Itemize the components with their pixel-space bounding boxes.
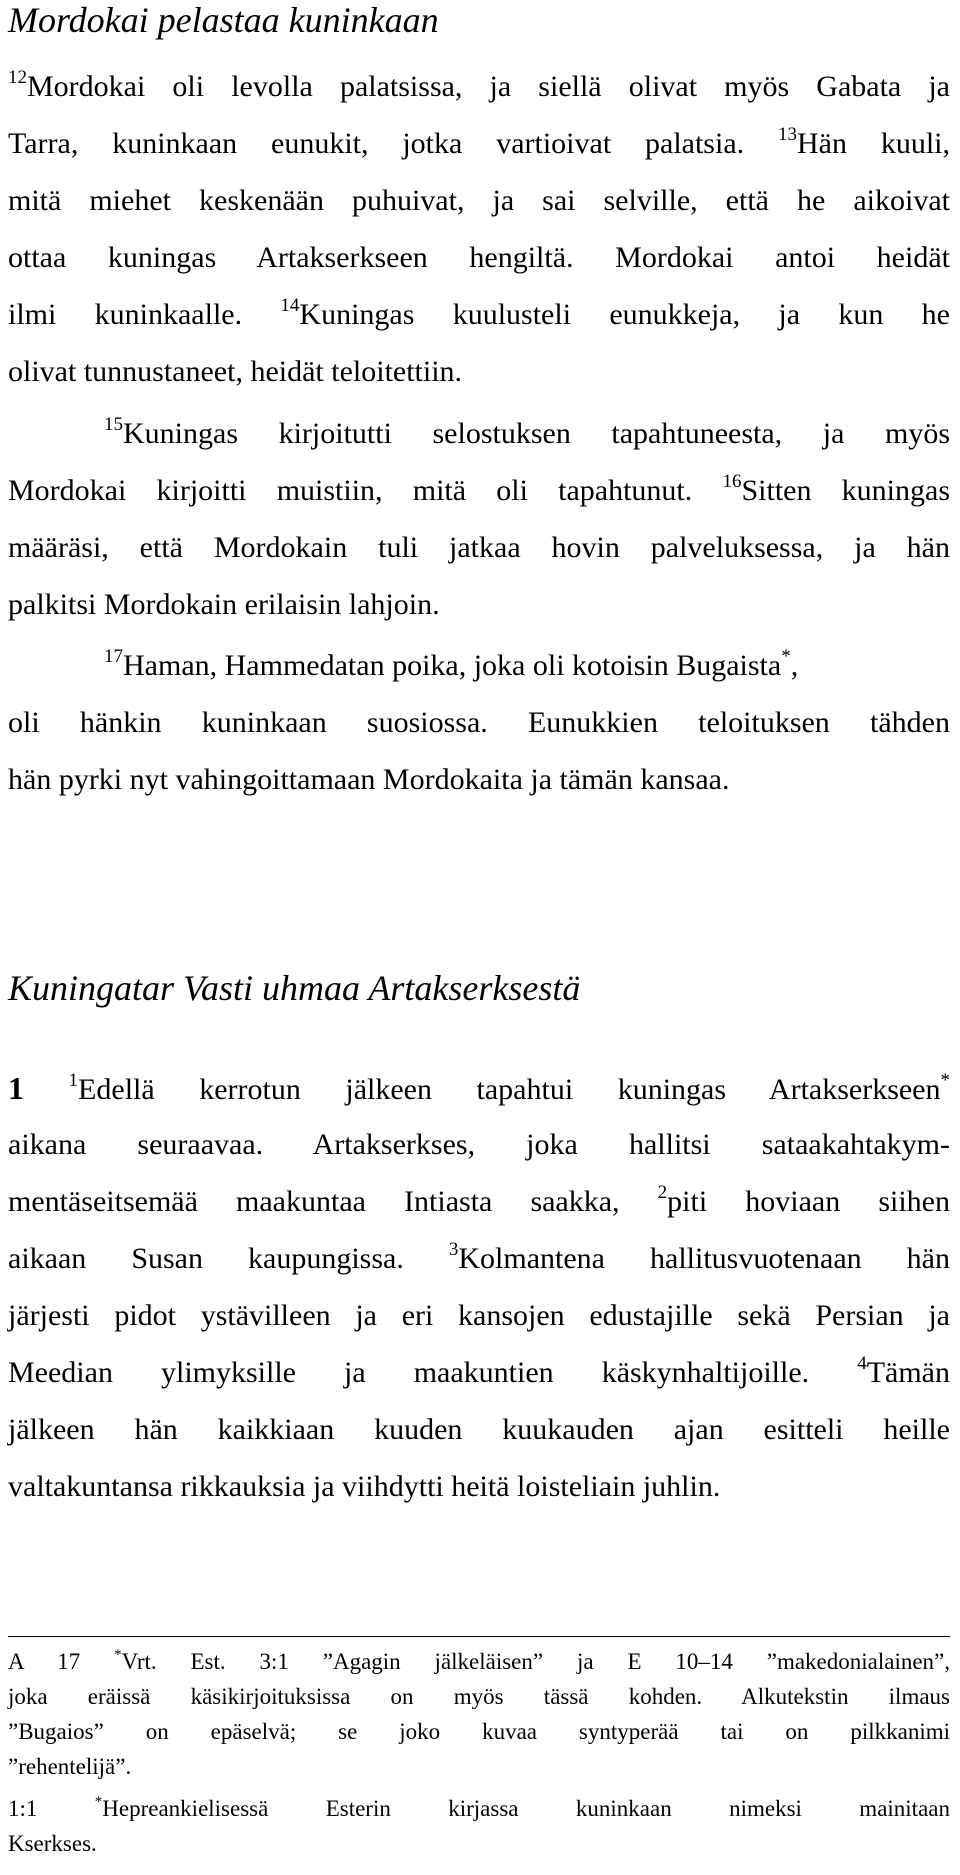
line-text: Kuningas kirjoitutti selostuksen tapahtuneesta, ja myös [123, 417, 950, 450]
footnote-marker: * [940, 1070, 950, 1091]
verse-number: 17 [104, 646, 123, 667]
text-line [8, 1070, 950, 1106]
section-heading: Kuningatar Vasti uhmaa Artakserksestä [8, 968, 581, 1008]
text-line [8, 240, 950, 276]
footnote-text: ”rehentelijä”. [8, 1754, 132, 1779]
footnote-line [8, 1683, 950, 1711]
text-line [8, 1298, 950, 1334]
footnote-ref: A 17 [8, 1649, 115, 1674]
line-text: valtakuntansa rikkauksia ja viihdytti heitä loisteliain juhlin. [8, 1470, 721, 1503]
footnote-line [8, 1795, 950, 1823]
line-text: Sitten kuningas [741, 474, 950, 507]
verse-number: 4 [857, 1353, 867, 1374]
text-line [8, 69, 950, 105]
line-text: olivat tunnustaneet, heidät teloitettiin. [8, 355, 463, 388]
verse-number: 13 [777, 124, 797, 145]
text-line [8, 530, 950, 566]
footnote-marker: * [114, 1647, 122, 1664]
text-line [8, 1127, 950, 1163]
text-line [8, 1469, 950, 1505]
section-heading: Mordokai pelastaa kuninkaan [8, 0, 439, 40]
chapter-number: 1 [8, 1070, 24, 1106]
text-line [8, 354, 950, 390]
text-line [8, 126, 950, 162]
text-line [8, 1184, 950, 1220]
verse-number: 15 [104, 414, 123, 435]
line-text: oli hänkin kuninkaan suosiossa. Eunukkien teloituksen tähden [8, 706, 950, 739]
footnote-marker: * [94, 1794, 103, 1811]
verse-number: 12 [8, 67, 27, 88]
verse-number: 2 [657, 1182, 668, 1203]
verse-number: 16 [722, 471, 742, 492]
line-text: ottaa kuningas Artakserkseen hengiltä. Mordokai antoi heidät [8, 241, 950, 274]
footnote-line [8, 1830, 950, 1858]
line-text: Kolmantena hallitusvuotenaan hän [458, 1242, 950, 1275]
line-text: mentäseitsemää maakuntaa Intiasta saakka, [8, 1185, 658, 1218]
footnote-divider [8, 1636, 950, 1637]
verse-number: 1 [68, 1070, 79, 1091]
line-text: Hän kuuli, [796, 127, 950, 160]
verse-number: 14 [280, 295, 300, 316]
footnote-line [8, 1718, 950, 1746]
text-line [8, 183, 950, 219]
line-text: Haman, Hammedatan poika, joka oli kotoisin Bugaista [123, 649, 782, 682]
verse-number: 3 [448, 1239, 459, 1260]
footnote-line [8, 1753, 950, 1781]
text-line [104, 416, 950, 452]
line-text: ilmi kuninkaalle. [8, 298, 281, 331]
footnote-ref: 1:1 [8, 1796, 95, 1821]
text-line [8, 1241, 950, 1277]
footnote-marker: * [781, 646, 791, 667]
text-line [8, 587, 950, 623]
footnote-line [8, 1648, 950, 1676]
line-text: palkitsi Mordokain erilaisin lahjoin. [8, 588, 440, 621]
line-text: jälkeen hän kaikkiaan kuuden kuukauden ajan esitteli heille [8, 1413, 950, 1446]
footnote-text: ”Bugaios” on epäselvä; se joko kuvaa syntyperää tai on pilkkanimi [8, 1719, 950, 1744]
text-line [8, 705, 950, 741]
line-text: piti hoviaan siihen [667, 1185, 950, 1218]
text-line [8, 473, 950, 509]
line-text: määräsi, että Mordokain tuli jatkaa hovin palveluksessa, ja hän [8, 531, 950, 564]
footnote-text: Kserkses. [8, 1831, 97, 1856]
line-text: Meedian ylimyksille ja maakuntien käskynhaltijoille. [8, 1356, 858, 1389]
text-line [8, 762, 950, 798]
line-text: , [790, 649, 799, 682]
line-text: Tämän [866, 1356, 950, 1389]
text-line [8, 1355, 950, 1391]
line-text: järjesti pidot ystävilleen ja eri kansojen edustajille sekä Persian ja [8, 1299, 950, 1332]
text-line [8, 297, 950, 333]
line-text: mitä miehet keskenään puhuivat, ja sai selville, että he aikoivat [8, 184, 950, 217]
line-text: aikana seuraavaa. Artakserkses, joka hallitsi sataakahtakym- [8, 1128, 950, 1161]
line-text: aikaan Susan kaupungissa. [8, 1242, 449, 1275]
text-line [104, 648, 950, 684]
line-text: Edellä kerrotun jälkeen tapahtui kuningas Artakserkseen [78, 1073, 941, 1106]
text-line [8, 1412, 950, 1448]
line-text: Mordokai kirjoitti muistiin, mitä oli tapahtunut. [8, 474, 723, 507]
footnote-text: Vrt. Est. 3:1 ”Agagin jälkeläisen” ja E 10–14 ”makedonialainen”, [121, 1649, 951, 1674]
line-text: Kuningas kuulusteli eunukkeja, ja kun he [299, 298, 950, 331]
line-text: hän pyrki nyt vahingoittamaan Mordokaita ja tämän kansaa. [8, 763, 730, 796]
line-text: Mordokai oli levolla palatsissa, ja siellä olivat myös Gabata ja [27, 70, 950, 103]
footnote-text: Hepreankielisessä Esterin kirjassa kuninkaan nimeksi mainitaan [102, 1796, 950, 1821]
line-text: Tarra, kuninkaan eunukit, jotka vartioivat palatsia. [8, 127, 778, 160]
footnote-text: joka eräissä käsikirjoituksissa on myös tässä kohden. Alkutekstin ilmaus [8, 1684, 950, 1709]
